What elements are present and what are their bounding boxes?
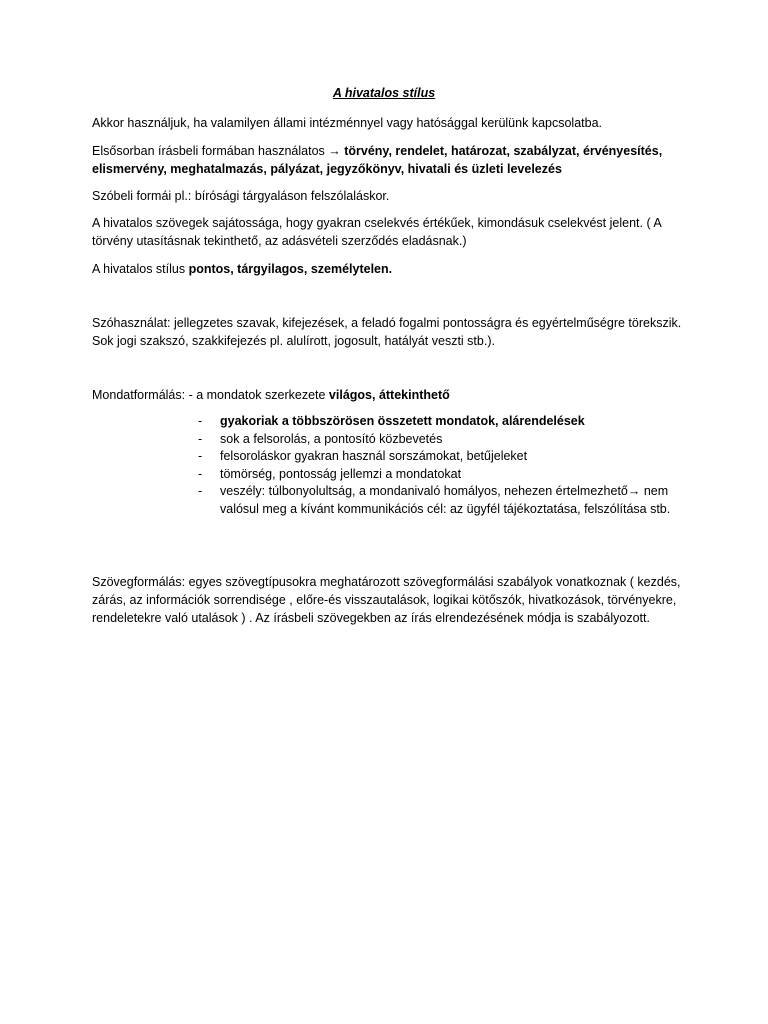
list-item-text: tömörség, pontosság jellemzi a mondatokat bbox=[220, 466, 462, 481]
written-forms-list: törvény, rendelet, határozat, szabályzat, érvényesítés, elismervény, meghatalmazás, pályázat, jegyzőkönyv, hivatali és üzleti levelezés bbox=[92, 144, 663, 176]
paragraph-oral-forms: Szóbeli formái pl.: bírósági tárgyaláson felszólaláskor. bbox=[92, 189, 390, 203]
paragraph-characteristics: A hivatalos szövegek sajátossága, hogy gyakran cselekvés értékűek, kimondásuk cselekvést jelent. ( A törvény utasításnak tekinthető, az adásvételi szerződés eladásnak.) bbox=[92, 216, 662, 248]
list-item bbox=[198, 431, 698, 449]
paragraph-written-forms bbox=[92, 142, 682, 178]
list-item bbox=[198, 466, 698, 484]
list-dash: - bbox=[198, 414, 203, 428]
list-item bbox=[198, 448, 698, 466]
list-dash: - bbox=[198, 449, 203, 463]
list-dash: - bbox=[198, 484, 203, 498]
style-traits-bold: pontos, tárgyilagos, személytelen. bbox=[188, 262, 393, 276]
document-title: A hivatalos stílus bbox=[332, 86, 436, 100]
paragraph-usage: Akkor használjuk, ha valamilyen állami intézménnyel vagy hatósággal kerülünk kapcsolatba. bbox=[92, 116, 602, 130]
list-item-text: veszély: túlbonyolultság, a mondanivaló homályos, nehezen értelmezhető→ nem valósul meg a kívánt kommunikációs cél: az ügyfél tájékoztatása, felszólítása stb. bbox=[220, 484, 671, 516]
sentence-forming-list bbox=[198, 413, 698, 518]
list-item-text: sok a felsorolás, a pontosító közbevetés bbox=[220, 431, 443, 446]
list-dash: - bbox=[198, 466, 203, 481]
sentence-forming-bold: világos, áttekinthető bbox=[328, 388, 450, 402]
list-item-text: gyakoriak a többszörösen összetett mondatok, alárendelések bbox=[220, 414, 585, 428]
list-item-text: felsoroláskor gyakran használ sorszámokat, betűjeleket bbox=[220, 449, 528, 463]
list-item bbox=[198, 413, 698, 431]
style-traits-intro: A hivatalos stílus bbox=[92, 262, 189, 276]
list-item bbox=[198, 483, 698, 518]
paragraph-word-usage: Szóhasználat: jellegzetes szavak, kifejezések, a feladó fogalmi pontosságra és egyértelműségre törekszik. Sok jogi szakszó, szakkifejezés pl. alulírott, jogosult, hatályát veszti stb.). bbox=[92, 316, 682, 348]
paragraph-text-forming: Szövegformálás: egyes szövegtípusokra meghatározott szövegformálási szabályok vonatkoznak ( kezdés, zárás, az információk sorrendisége , előre-és visszautalások, logikai kötőszók, hivatkozások, törvényekre, rendeletekre való utalások ) . Az írásbeli szövegekben az írás elrendezésének módja is szabályozott. bbox=[92, 575, 681, 625]
written-forms-intro: Elsősorban írásbeli formában használatos → bbox=[92, 144, 345, 158]
paragraph-style-traits bbox=[92, 260, 682, 278]
list-dash: - bbox=[198, 431, 203, 446]
sentence-forming-intro: Mondatformálás: - a mondatok szerkezete bbox=[92, 388, 329, 402]
paragraph-sentence-forming bbox=[92, 386, 682, 404]
